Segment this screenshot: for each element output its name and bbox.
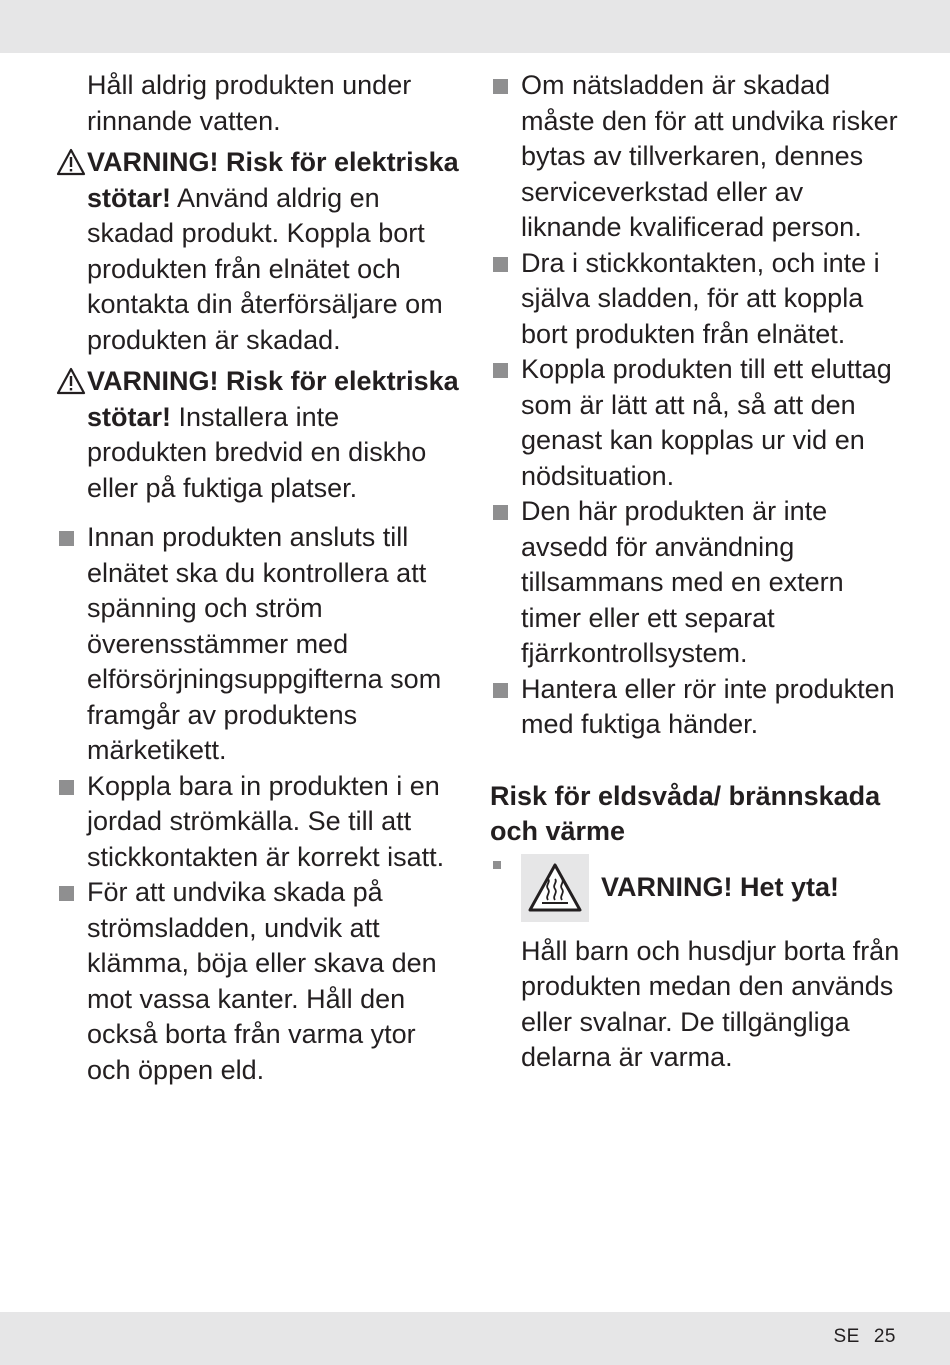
square-bullet-icon	[493, 505, 508, 520]
warning-title: VARNING! Risk för elektriska stötar!	[87, 366, 459, 432]
square-bullet-icon	[59, 886, 74, 901]
page-footer	[834, 1326, 897, 1348]
square-bullet-icon	[493, 257, 508, 272]
warning-triangle-icon	[56, 148, 86, 176]
warning-triangle-icon	[56, 367, 86, 395]
page-number: 25	[873, 1326, 896, 1347]
section-heading: Risk för eldsvåda/ brännskada och värme	[490, 780, 881, 846]
list-item: Den här produkten är inte avsedd för användning tillsammans med en extern timer eller ett separat fjärrkontrollsystem.	[490, 494, 900, 672]
square-bullet-icon	[59, 780, 74, 795]
footer-band	[0, 1312, 950, 1365]
hot-surface-icon	[521, 854, 589, 922]
warning-electric-1	[56, 145, 466, 358]
square-bullet-icon	[493, 79, 508, 94]
warning-electric-2	[56, 364, 466, 506]
list-item: Dra i stickkontakten, och inte i själva sladden, för att koppla bort produkten från elnätet.	[490, 246, 900, 353]
intro-text: Håll aldrig produkten under rinnande vatten.	[87, 70, 412, 136]
square-bullet-icon	[493, 861, 501, 869]
hot-warning-title: VARNING! Het yta!	[601, 871, 840, 902]
list-item: Koppla bara in produkten i en jordad strömkälla. Se till att stickkontakten är korrekt isatt.	[56, 769, 466, 876]
square-bullet-icon	[493, 363, 508, 378]
warning-text: Installera inte produkten bredvid en diskho eller på fuktiga platser.	[87, 401, 427, 503]
list-item: Om nätsladden är skadad måste den för att undvika risker bytas av tillverkaren, dennes serviceverkstad eller av liknande kvalificerad person.	[490, 68, 900, 246]
square-bullet-icon	[493, 683, 508, 698]
header-band	[0, 0, 950, 53]
warning-title: VARNING! Risk för elektriska stötar!	[87, 147, 459, 213]
hot-surface-warning	[490, 854, 900, 1076]
list-item: Hantera eller rör inte produkten med fuktiga händer.	[490, 672, 900, 743]
list-item: Koppla produkten till ett eluttag som är lätt att nå, så att den genast kan kopplas ur vid en nödsituation.	[490, 352, 900, 494]
square-bullet-icon	[59, 531, 74, 546]
list-item: För att undvika skada på strömsladden, undvik att klämma, böja eller skava den mot vassa kanter. Håll den också borta från varma ytor och öppen eld.	[56, 875, 466, 1088]
language-code: SE	[833, 1326, 860, 1347]
warning-text: Använd aldrig en skadad produkt. Koppla bort produkten från elnätet och kontakta din återförsäljare om produkten är skadad.	[87, 182, 443, 355]
hot-warning-text: Håll barn och husdjur borta från produkten medan den används eller svalnar. De tillgängliga delarna är varma.	[521, 935, 900, 1072]
right-column	[490, 68, 900, 1076]
list-item: Innan produkten ansluts till elnätet ska du kontrollera att spänning och ström överensstämmer med elförsörjningsuppgifterna som framgår av produktens märketikett.	[56, 520, 466, 769]
left-column	[56, 68, 466, 1088]
